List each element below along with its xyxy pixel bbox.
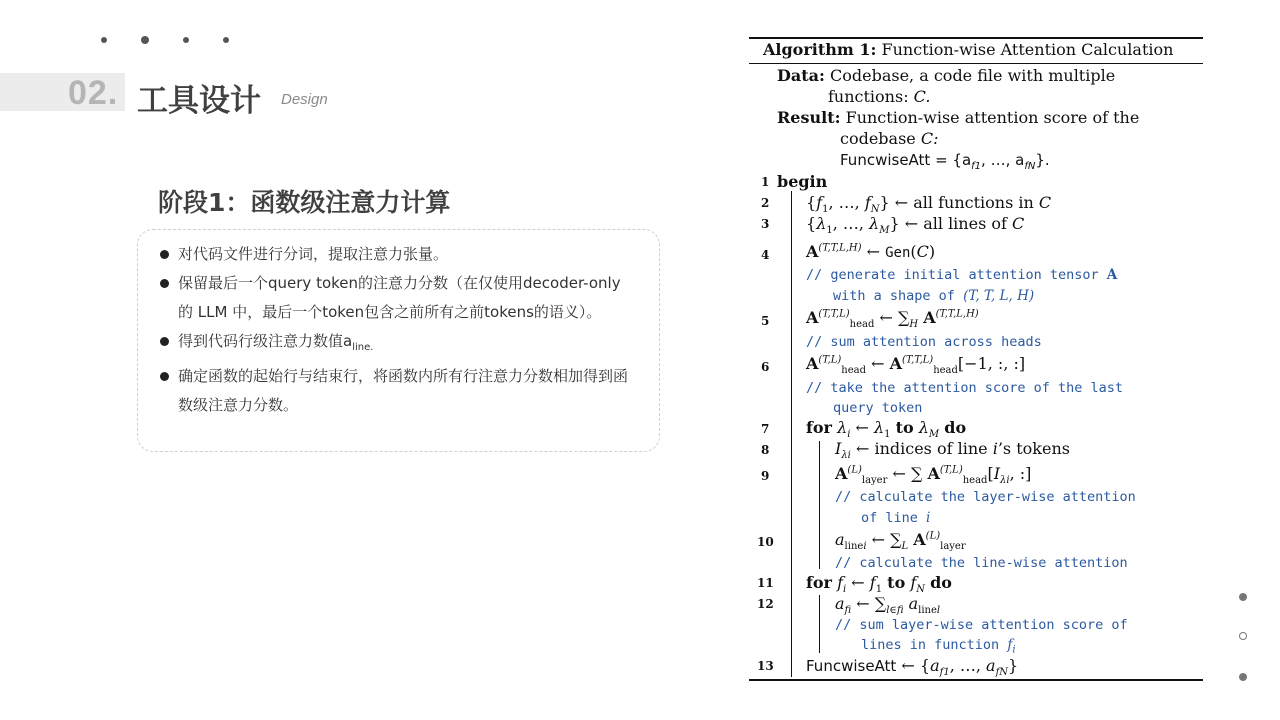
comment-12b: lines in function $f_i$ <box>861 637 1016 656</box>
bottom-rule <box>749 679 1203 681</box>
line-number: 4 <box>761 248 770 262</box>
line-6: $A^{(T,L)}_{head}$ ← $A^{(T,T,L)}_{head}[-1$, :, :] <box>806 354 1026 377</box>
comment-6b: query token <box>833 400 923 416</box>
algorithm-heading: Algorithm 1: Function-wise Attention Calculation <box>763 40 1174 59</box>
bullet-item: 对代码文件进行分词，提取注意力张量。 <box>160 240 630 269</box>
comment-6a: // take the attention score of the last <box>806 380 1123 396</box>
line-number: 11 <box>757 576 774 590</box>
for2-bar <box>819 595 820 653</box>
line-9: $A^{(L)}_{layer}$ ← ∑ $A^{(T,L)}_{head}[I_{\lambda i}$, :] <box>835 464 1032 487</box>
line-11: for $f_i$ ← $f_1$ to $f_N$ do <box>806 573 952 596</box>
begin-bar <box>791 191 792 677</box>
bullet-item: 保留最后一个query token的注意力分数（在仅使用decoder-only的 LLM 中，最后一个token包含之前所有之前tokens的语义）。 <box>160 269 630 327</box>
line-number: 12 <box>757 597 774 611</box>
line-number: 5 <box>761 314 770 328</box>
dot <box>223 37 229 43</box>
line-13: FuncwiseAtt ← {$a_{f1}$, …, $a_{fN}$} <box>806 656 1019 679</box>
comment-9b: of line i <box>861 510 931 526</box>
bullet-item: 确定函数的起始行与结束行，将函数内所有行注意力分数相加得到函数级注意力分数。 <box>160 362 630 420</box>
result-line: Result: Function-wise attention score of the <box>777 108 1140 127</box>
result-line-2: codebase C: <box>840 129 939 148</box>
top-rule <box>749 37 1203 39</box>
comment-10: // calculate the line-wise attention <box>835 555 1128 571</box>
stage-title: 阶段1：函数级注意力计算 <box>158 188 451 217</box>
begin-keyword: begin <box>777 172 828 191</box>
comment-5: // sum attention across heads <box>806 334 1042 350</box>
heading-rule <box>749 63 1203 64</box>
dot <box>183 37 189 43</box>
line-number: 9 <box>761 469 770 483</box>
line-number: 8 <box>761 443 770 457</box>
algorithm-box <box>749 37 1203 682</box>
line-2: {$f_1$, …, $f_N$} ← all functions in C <box>806 193 1052 216</box>
line-12: $a_{fi}$ ← $\sum_{l\in fi}$ $a_{linel}$ <box>835 594 941 617</box>
comment-4b: with a shape of (T, T, L, H) <box>833 288 1035 304</box>
data-line-2: functions: C. <box>828 87 931 106</box>
line-10: $a_{linei}$ ← $\sum_L$ $A^{(L)}_{layer}$ <box>835 530 966 553</box>
dot <box>101 37 107 43</box>
line-5: $A^{(T,T,L)}_{head}$ ← $\sum_H$ $A^{(T,T,L,H)}$ <box>806 308 979 331</box>
line-number: 1 <box>761 175 770 189</box>
dot <box>141 36 149 44</box>
line-number: 13 <box>757 659 774 673</box>
line-8: $I_{\lambda i}$ ← indices of line i’s tokens <box>835 439 1070 462</box>
result-formula: FuncwiseAtt = {$a_{f1}$, …, $a_{fN}$}. <box>840 151 1050 172</box>
bullet-card <box>137 229 660 452</box>
line-number: 6 <box>761 360 770 374</box>
nav-dot[interactable] <box>1239 673 1247 681</box>
section-title: 工具设计 <box>137 83 261 119</box>
line-number: 3 <box>761 217 770 231</box>
nav-dot[interactable] <box>1239 593 1247 601</box>
section-subtitle: Design <box>281 91 328 108</box>
section-number: 02. <box>68 74 119 112</box>
comment-9a: // calculate the layer-wise attention <box>835 489 1136 505</box>
data-line: Data: Codebase, a code file with multiple <box>777 66 1116 85</box>
line-number: 2 <box>761 196 770 210</box>
line-4: $A^{(T,T,L,H)}$ ← Gen(C) <box>806 242 936 261</box>
line-7: for $\lambda_i$ ← $\lambda_1$ to $\lambda_M$ do <box>806 418 967 441</box>
bullet-item: 得到代码行级注意力数值$a_{line.}$ <box>160 327 630 362</box>
line-number: 10 <box>757 535 774 549</box>
comment-4a: // generate initial attention tensor A <box>806 267 1118 283</box>
comment-12a: // sum layer-wise attention score of <box>835 617 1128 633</box>
line-number: 7 <box>761 422 770 436</box>
line-3: {$\lambda_1$, …, $\lambda_M$} ← all lines of C <box>806 214 1025 237</box>
nav-dot-active[interactable] <box>1239 632 1247 640</box>
bullet-list <box>160 240 630 420</box>
for1-bar <box>819 441 820 569</box>
